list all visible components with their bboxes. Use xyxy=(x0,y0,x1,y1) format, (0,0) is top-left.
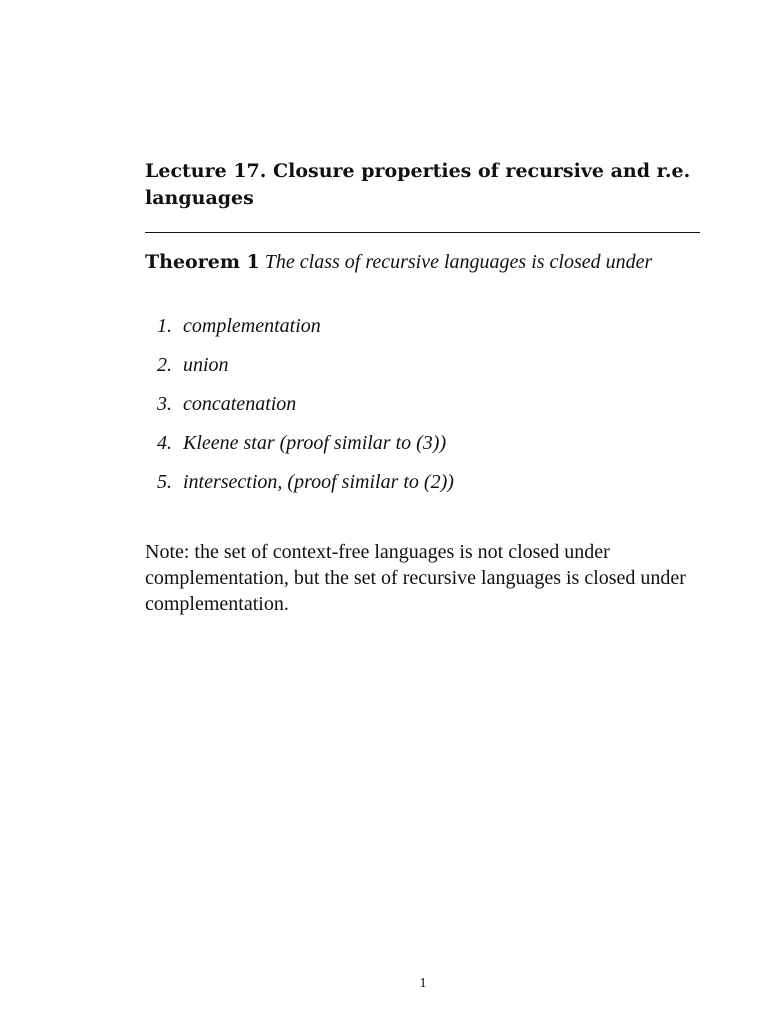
list-item-number: 3. xyxy=(157,393,172,415)
list-item-text: union xyxy=(183,354,229,376)
note-paragraph: Note: the set of context-free languages is not closed under complementation, but the set of recursive languages is closed under complementation. xyxy=(145,541,686,615)
list-item-text: complementation xyxy=(183,315,321,337)
theorem-statement: The class of recursive languages is closed under xyxy=(264,251,653,273)
title-divider xyxy=(145,232,700,233)
list-item xyxy=(157,352,454,391)
list-item-text: intersection, (proof similar to (2)) xyxy=(183,471,454,493)
list-item-number: 5. xyxy=(157,471,172,493)
list-item-text: Kleene star (proof similar to (3)) xyxy=(183,432,447,454)
lecture-title: Lecture 17. Closure properties of recursive and r.e. languages xyxy=(145,160,691,209)
theorem-label: Theorem 1 xyxy=(145,251,260,273)
closure-properties-list xyxy=(157,313,454,508)
list-item-number: 4. xyxy=(157,432,172,454)
list-item-number: 1. xyxy=(157,315,172,337)
page-number: 1 xyxy=(419,976,427,991)
list-item xyxy=(157,313,454,352)
list-item-number: 2. xyxy=(157,354,172,376)
list-item xyxy=(157,391,454,430)
list-item xyxy=(157,469,454,508)
theorem-block xyxy=(145,249,705,276)
list-item-text: concatenation xyxy=(183,393,297,415)
list-item xyxy=(157,430,454,469)
